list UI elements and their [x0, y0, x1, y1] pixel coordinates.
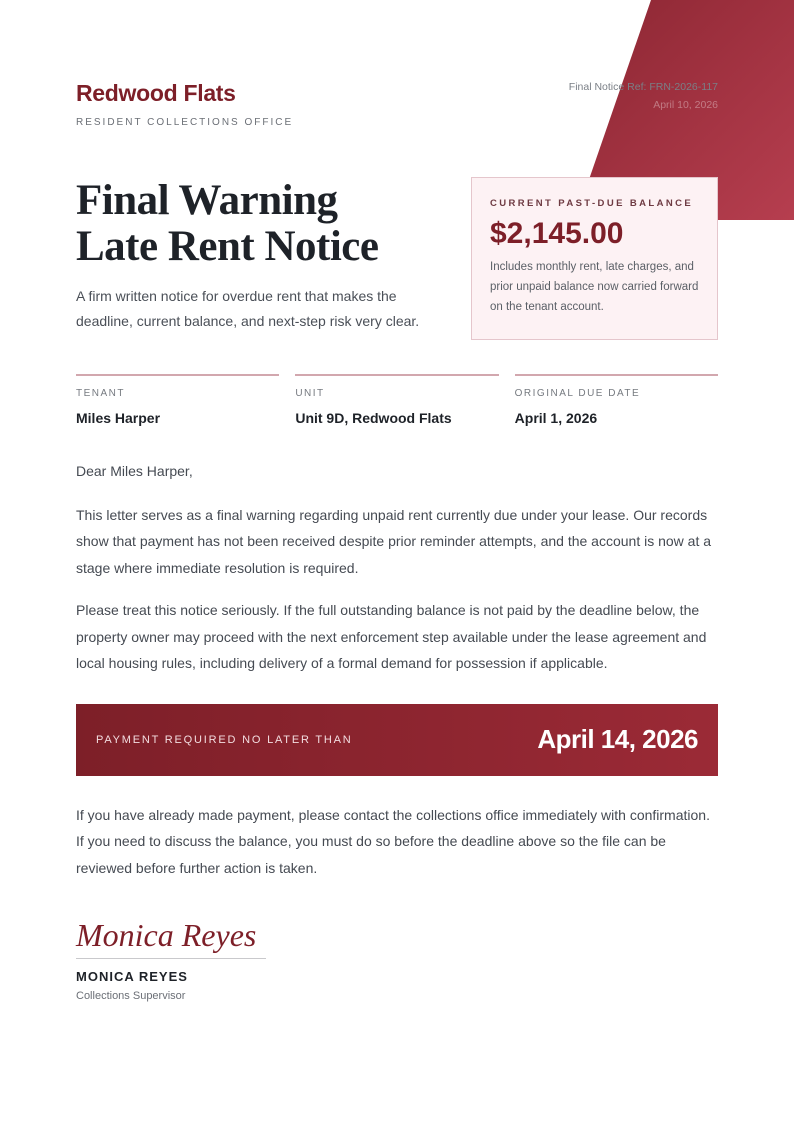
title-block [76, 178, 456, 334]
title-line-2: Late Rent Notice [76, 223, 379, 270]
signature: Monica Reyes [76, 917, 266, 959]
meta-tenant [76, 374, 279, 426]
title-line-1: Final Warning [76, 177, 338, 224]
lede: A firm written notice for overdue rent that makes the deadline, current balance, and next-step risk very clear. [76, 288, 420, 329]
paragraph-3: If you have already made payment, please contact the collections office immediately with confirmation. If you need to discuss the balance, you must do so before the deadline above so the file can be reviewed before further action is taken. [76, 806, 710, 876]
notice-reference [569, 78, 718, 114]
paragraph-1: This letter serves as a final warning regarding unpaid rent currently due under your lease. Our records show that payment has not been received despite prior reminder attempts, and the account is now at a stage where immediate resolution is required. [76, 506, 712, 576]
letter-body [76, 458, 718, 1002]
signer-name: MONICA REYES [76, 969, 188, 984]
greeting: Dear Miles Harper, [76, 463, 193, 479]
meta-due-date [515, 374, 718, 426]
tenant-details [76, 374, 718, 426]
meta-label: TENANT [76, 388, 125, 399]
meta-value: Miles Harper [76, 410, 161, 426]
paragraph-2: Please treat this notice seriously. If the full outstanding balance is not paid by the deadline below, the property owner may proceed with the next enforcement step available under the lease agreement and local housing rules, including delivery of a formal demand for possession if applicable. [76, 602, 707, 671]
meta-value: April 1, 2026 [514, 410, 598, 426]
deadline-banner [76, 704, 718, 776]
meta-unit [295, 374, 498, 426]
page-title [76, 178, 456, 270]
meta-label: ORIGINAL DUE DATE [514, 388, 641, 399]
reference-number: Final Notice Ref: FRN-2026-117 [568, 81, 718, 93]
balance-amount: $2,145.00 [490, 217, 624, 250]
deadline-label: PAYMENT REQUIRED NO LATER THAN [96, 733, 353, 746]
brand-subtitle: RESIDENT COLLECTIONS OFFICE [76, 117, 294, 128]
deadline-date: April 14, 2026 [537, 724, 698, 754]
brand-name: Redwood Flats [76, 80, 236, 106]
signer-title: Collections Supervisor [76, 990, 186, 1002]
balance-card [471, 177, 718, 340]
balance-description: Includes monthly rent, late charges, and prior unpaid balance now carried forward on the tenant account. [490, 261, 699, 313]
balance-label: CURRENT PAST-DUE BALANCE [490, 198, 694, 209]
meta-label: UNIT [295, 388, 325, 399]
notice-date: April 10, 2026 [653, 99, 718, 111]
meta-value: Unit 9D, Redwood Flats [295, 410, 452, 426]
